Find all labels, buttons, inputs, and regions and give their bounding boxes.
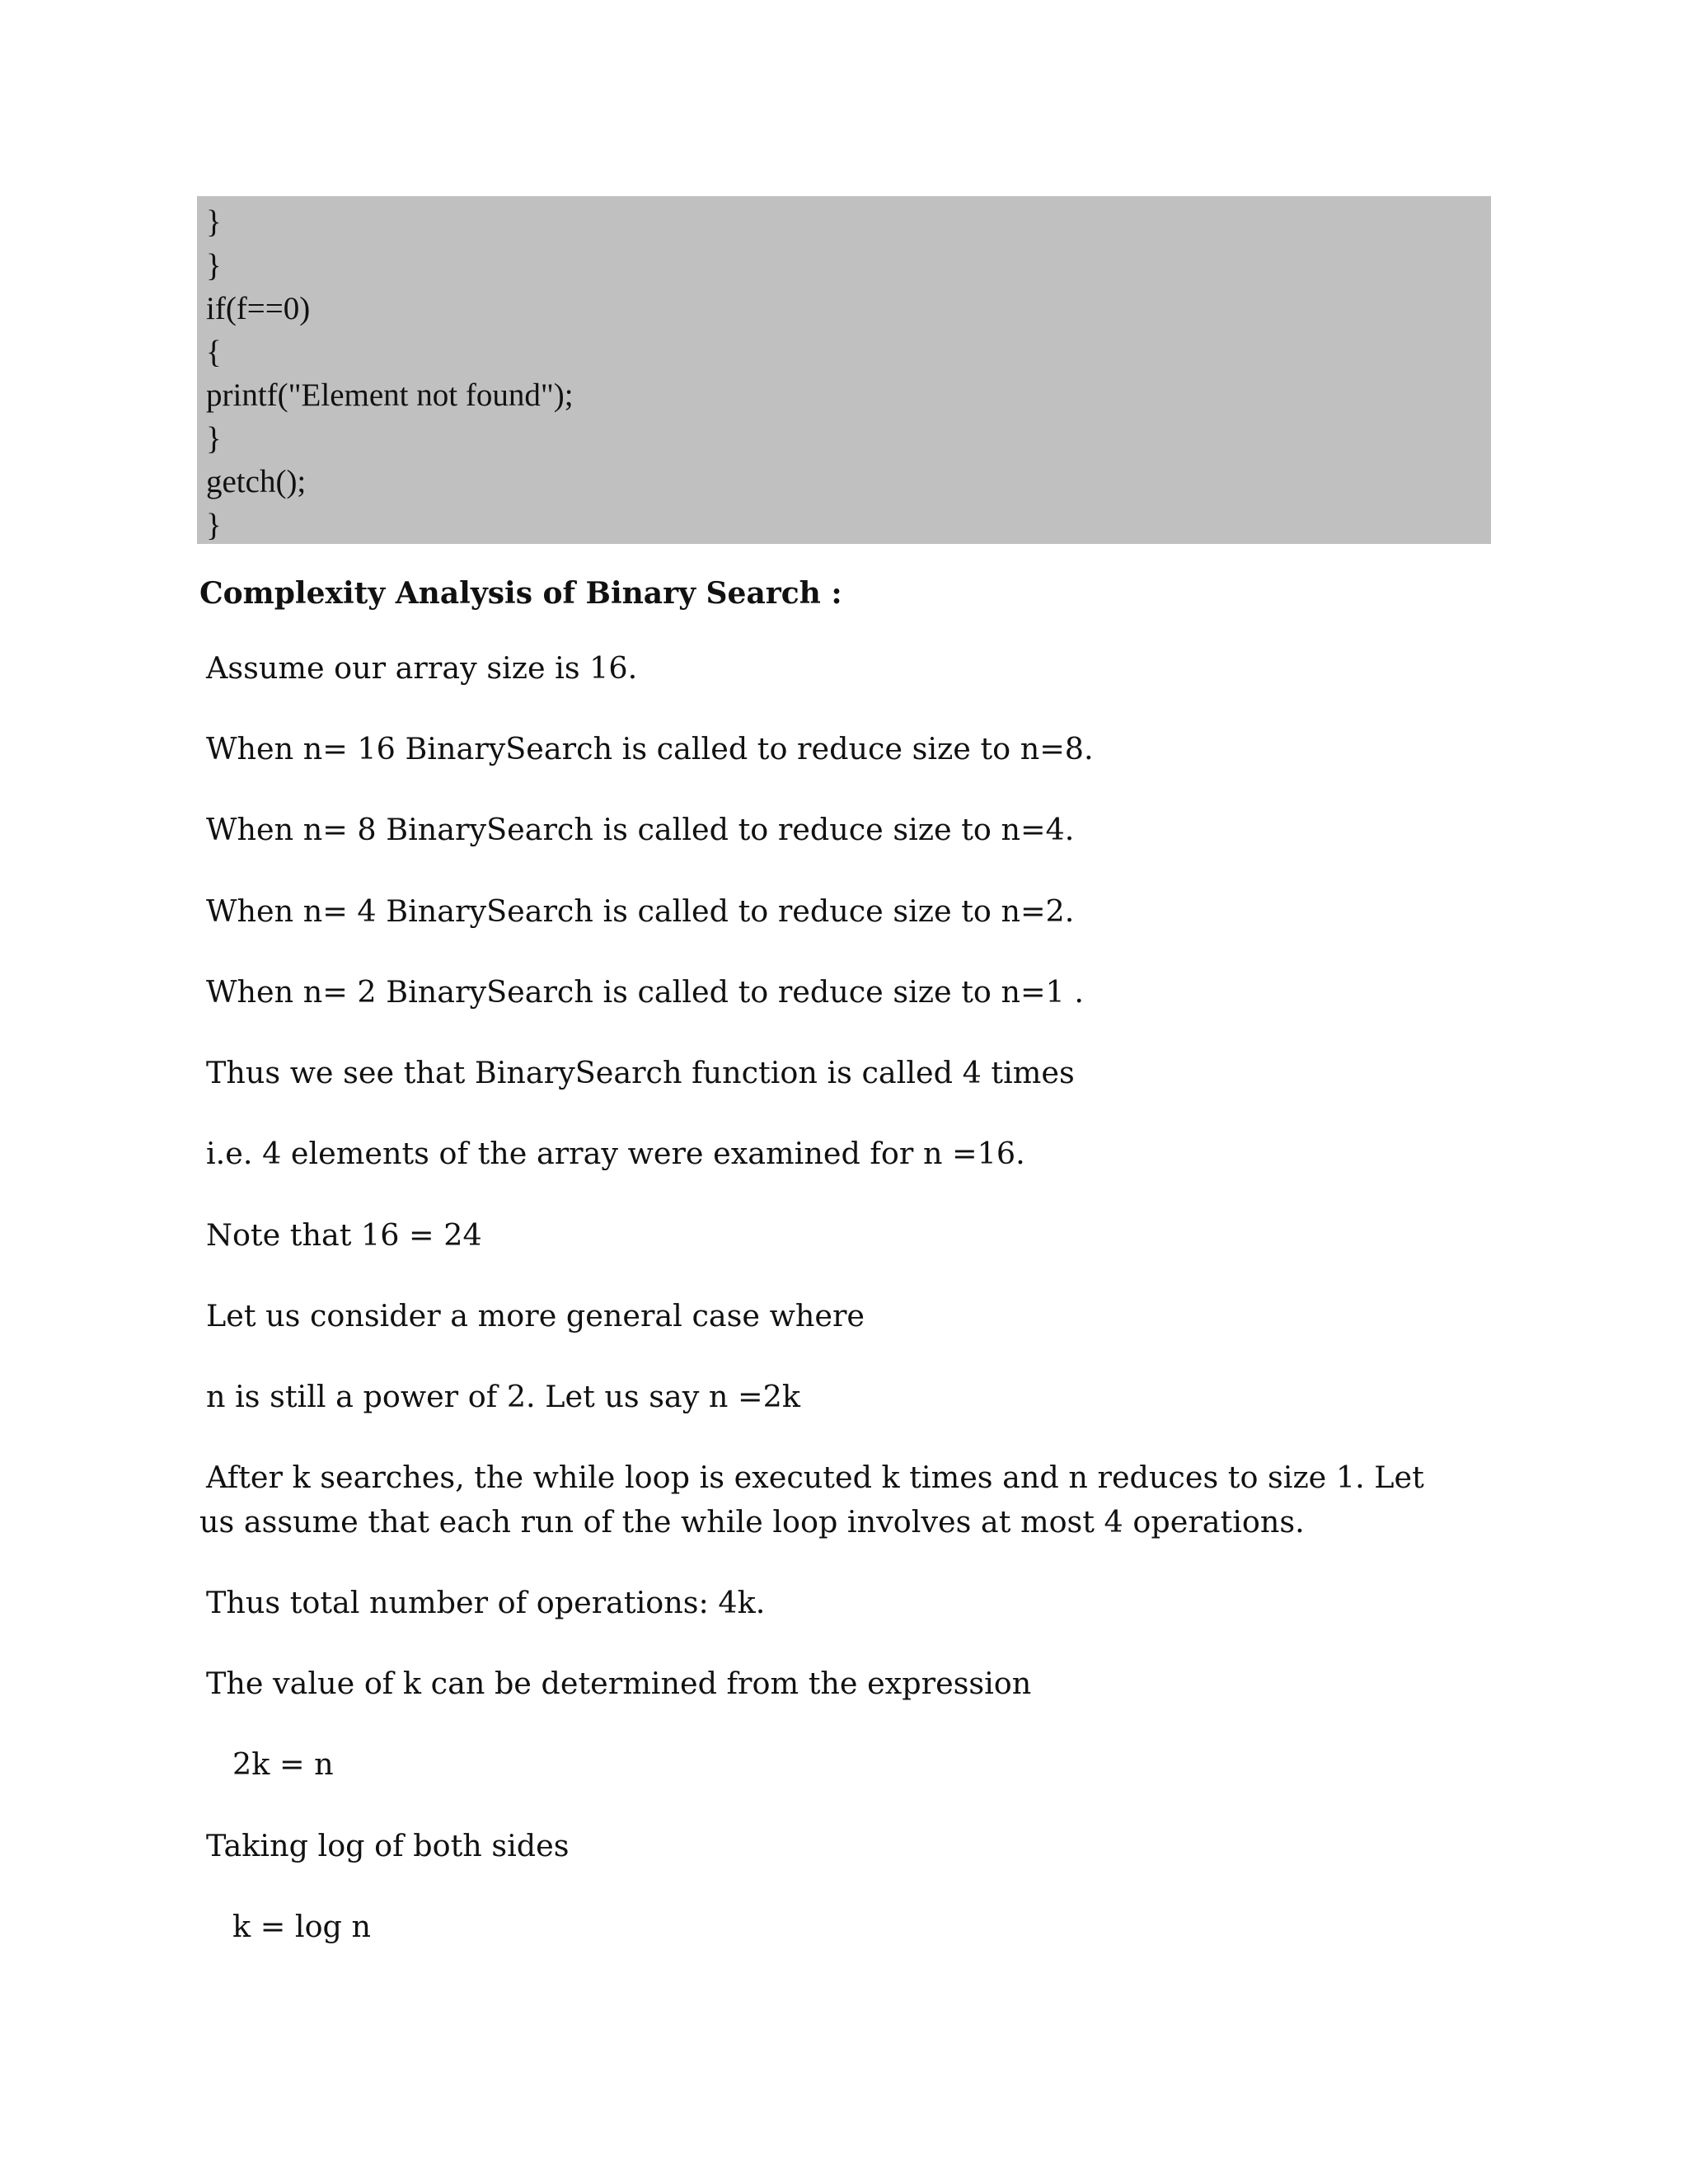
code-line: } bbox=[206, 247, 222, 284]
paragraph: k = log n bbox=[232, 1909, 372, 1944]
code-line: if(f==0) bbox=[206, 291, 311, 326]
paragraph: Note that 16 = 24 bbox=[206, 1217, 482, 1253]
paragraph: When n= 2 BinarySearch is called to reduce size to n=1 . bbox=[206, 974, 1084, 1010]
code-line: } bbox=[206, 204, 222, 240]
code-line: } bbox=[206, 507, 222, 543]
paragraph: i.e. 4 elements of the array were examined for n =16. bbox=[206, 1136, 1025, 1171]
code-line: { bbox=[206, 334, 222, 370]
code-line: printf("Element not found"); bbox=[206, 377, 574, 413]
paragraph: When n= 4 BinarySearch is called to reduce size to n=2. bbox=[206, 893, 1075, 929]
code-line: } bbox=[206, 420, 222, 457]
paragraph: When n= 8 BinarySearch is called to reduce size to n=4. bbox=[206, 812, 1075, 847]
paragraph: The value of k can be determined from the expression bbox=[206, 1666, 1032, 1701]
paragraph: Taking log of both sides bbox=[206, 1828, 570, 1863]
paragraph: Let us consider a more general case where bbox=[206, 1298, 865, 1333]
paragraph: After k searches, the while loop is executed k times and n reduces to size 1. Let us assume that each run of the while loop involves at most 4 operations. bbox=[199, 1460, 1424, 1540]
paragraph: Thus total number of operations: 4k. bbox=[206, 1585, 766, 1620]
section-heading: Complexity Analysis of Binary Search : bbox=[199, 576, 842, 611]
code-block bbox=[197, 196, 1491, 544]
paragraph: Thus we see that BinarySearch function is called 4 times bbox=[206, 1055, 1075, 1090]
paragraph: Assume our array size is 16. bbox=[206, 650, 638, 686]
paragraph: When n= 16 BinarySearch is called to reduce size to n=8. bbox=[206, 731, 1094, 766]
paragraph: 2k = n bbox=[232, 1746, 334, 1782]
paragraph: n is still a power of 2. Let us say n =2k bbox=[206, 1379, 800, 1414]
code-line: getch(); bbox=[206, 464, 307, 499]
